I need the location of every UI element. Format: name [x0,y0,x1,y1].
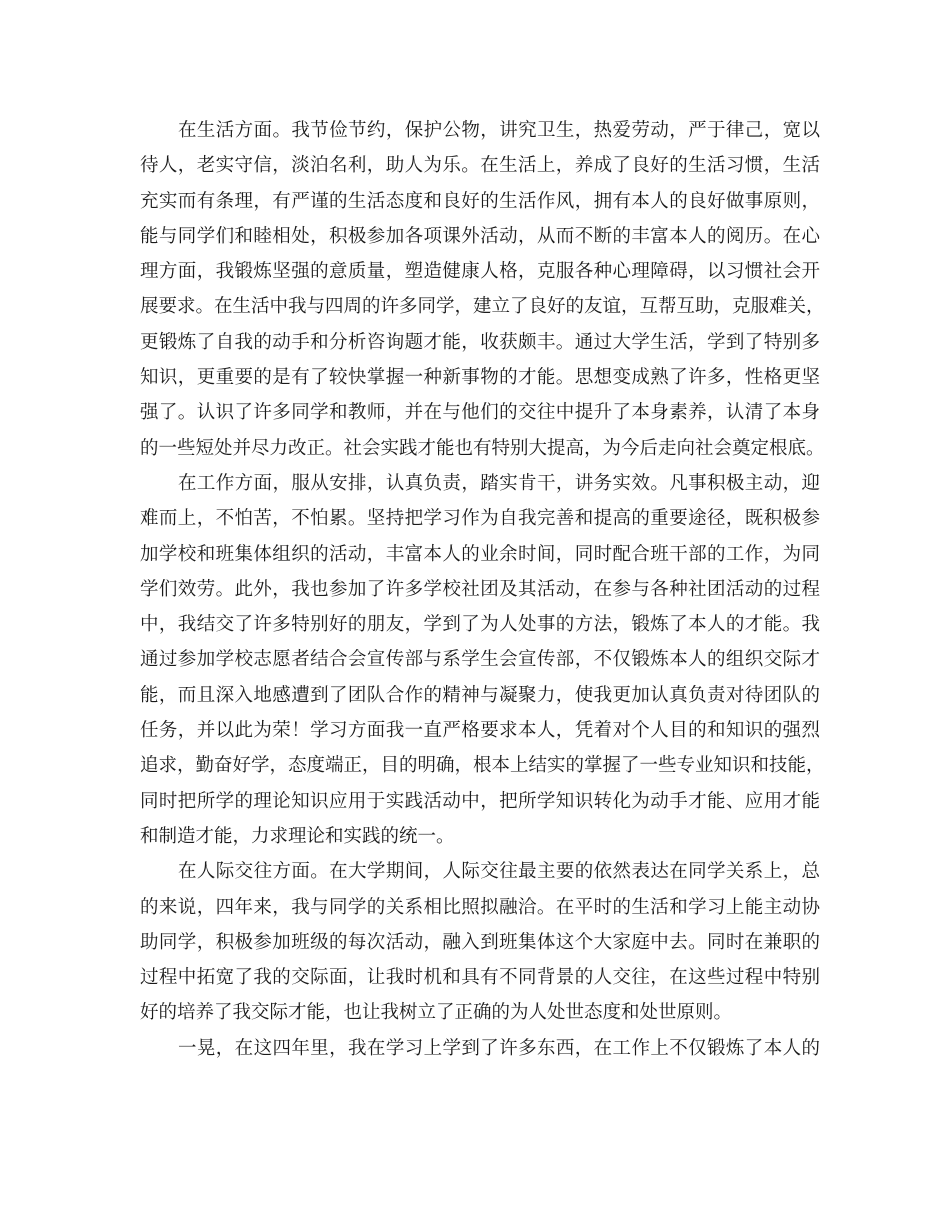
paragraph-3-line-5: 好的培养了我交际才能，也让我树立了正确的为人处世态度和处世原则。 [140,1002,733,1024]
paragraph-3-line-1: 在人际交往方面。在大学期间，人际交往最主要的依然表达在同学关系上，总 [178,861,820,883]
paragraph-4-line-1: 一晃，在这四年里，我在学习上学到了许多东西，在工作上不仅锻炼了本人的 [178,1037,820,1059]
paragraph-2-line-5: 中，我结交了许多特别好的朋友，学到了为人处事的方法，锻炼了本人的才能。我 [140,614,820,636]
paragraph-1-line-7: 更锻炼了自我的动手和分析咨询题才能，收获颇丰。通过大学生活，学到了特别多 [140,331,820,353]
paragraph-1-line-5: 理方面，我锻炼坚强的意质量，塑造健康人格，克服各种心理障碍，以习惯社会开 [140,261,820,283]
paragraph-1-line-4: 能与同学们和睦相处，积极参加各项课外活动，从而不断的丰富本人的阅历。在心 [140,225,820,247]
paragraph-2-line-6: 通过参加学校志愿者结合会宣传部与系学生会宣传部，不仅锻炼本人的组织交际才 [140,649,820,671]
paragraph-1-line-2: 待人，老实守信，淡泊名利，助人为乐。在生活上，养成了良好的生活习惯，生活 [140,155,820,177]
paragraph-2-line-3: 加学校和班集体组织的活动，丰富本人的业余时间，同时配合班干部的工作，为同 [140,543,820,565]
paragraph-2-line-2: 难而上，不怕苦，不怕累。坚持把学习作为自我完善和提高的重要途径，既积极参 [140,508,820,530]
paragraph-3-line-2: 的来说，四年来，我与同学的关系相比照拟融洽。在平时的生活和学习上能主动协 [140,896,820,918]
paragraph-2-line-9: 追求，勤奋好学，态度端正，目的明确，根本上结实的掌握了一些专业知识和技能， [140,755,825,777]
paragraph-3-line-3: 助同学，积极参加班级的每次活动，融入到班集体这个大家庭中去。同时在兼职的 [140,931,820,953]
paragraph-3-line-4: 过程中拓宽了我的交际面，让我时机和具有不同背景的人交往，在这些过程中特别 [140,967,820,989]
paragraph-2-line-7: 能，而且深入地感遭到了团队合作的精神与凝聚力，使我更加认真负责对待团队的 [140,684,820,706]
paragraph-1-line-1: 在生活方面。我节俭节约，保护公物，讲究卫生，热爱劳动，严于律己，宽以 [178,120,820,141]
paragraph-1-line-9: 强了。认识了许多同学和教师，并在与他们的交往中提升了本身素养，认清了本身 [140,402,820,424]
paragraph-1-line-8: 知识，更重要的是有了较快掌握一种新事物的才能。思想变成熟了许多，性格更坚 [140,367,820,389]
paragraph-2-line-10: 同时把所学的理论知识应用于实践活动中，把所学知识转化为动手才能、应用才能 [140,790,820,812]
paragraph-2-line-11: 和制造才能，力求理论和实践的统一。 [140,825,455,847]
paragraph-1-line-10: 的一些短处并尽力改正。社会实践才能也有特别大提高，为今后走向社会奠定根底。 [140,437,825,459]
paragraph-2-line-4: 学们效劳。此外，我也参加了许多学校社团及其活动，在参与各种社团活动的过程 [140,578,820,600]
paragraph-2-line-1: 在工作方面，服从安排，认真负责，踏实肯干，讲务实效。凡事积极主动，迎 [178,472,820,494]
document-body [140,113,825,1066]
paragraph-1-line-3: 充实而有条理，有严谨的生活态度和良好的生活作风，拥有本人的良好做事原则， [140,190,820,212]
paragraph-1-line-6: 展要求。在生活中我与四周的许多同学，建立了良好的友谊，互帮互助，克服难关， [140,296,825,318]
paragraph-2-line-8: 任务，并以此为荣！学习方面我一直严格要求本人，凭着对个人目的和知识的强烈 [140,720,820,742]
